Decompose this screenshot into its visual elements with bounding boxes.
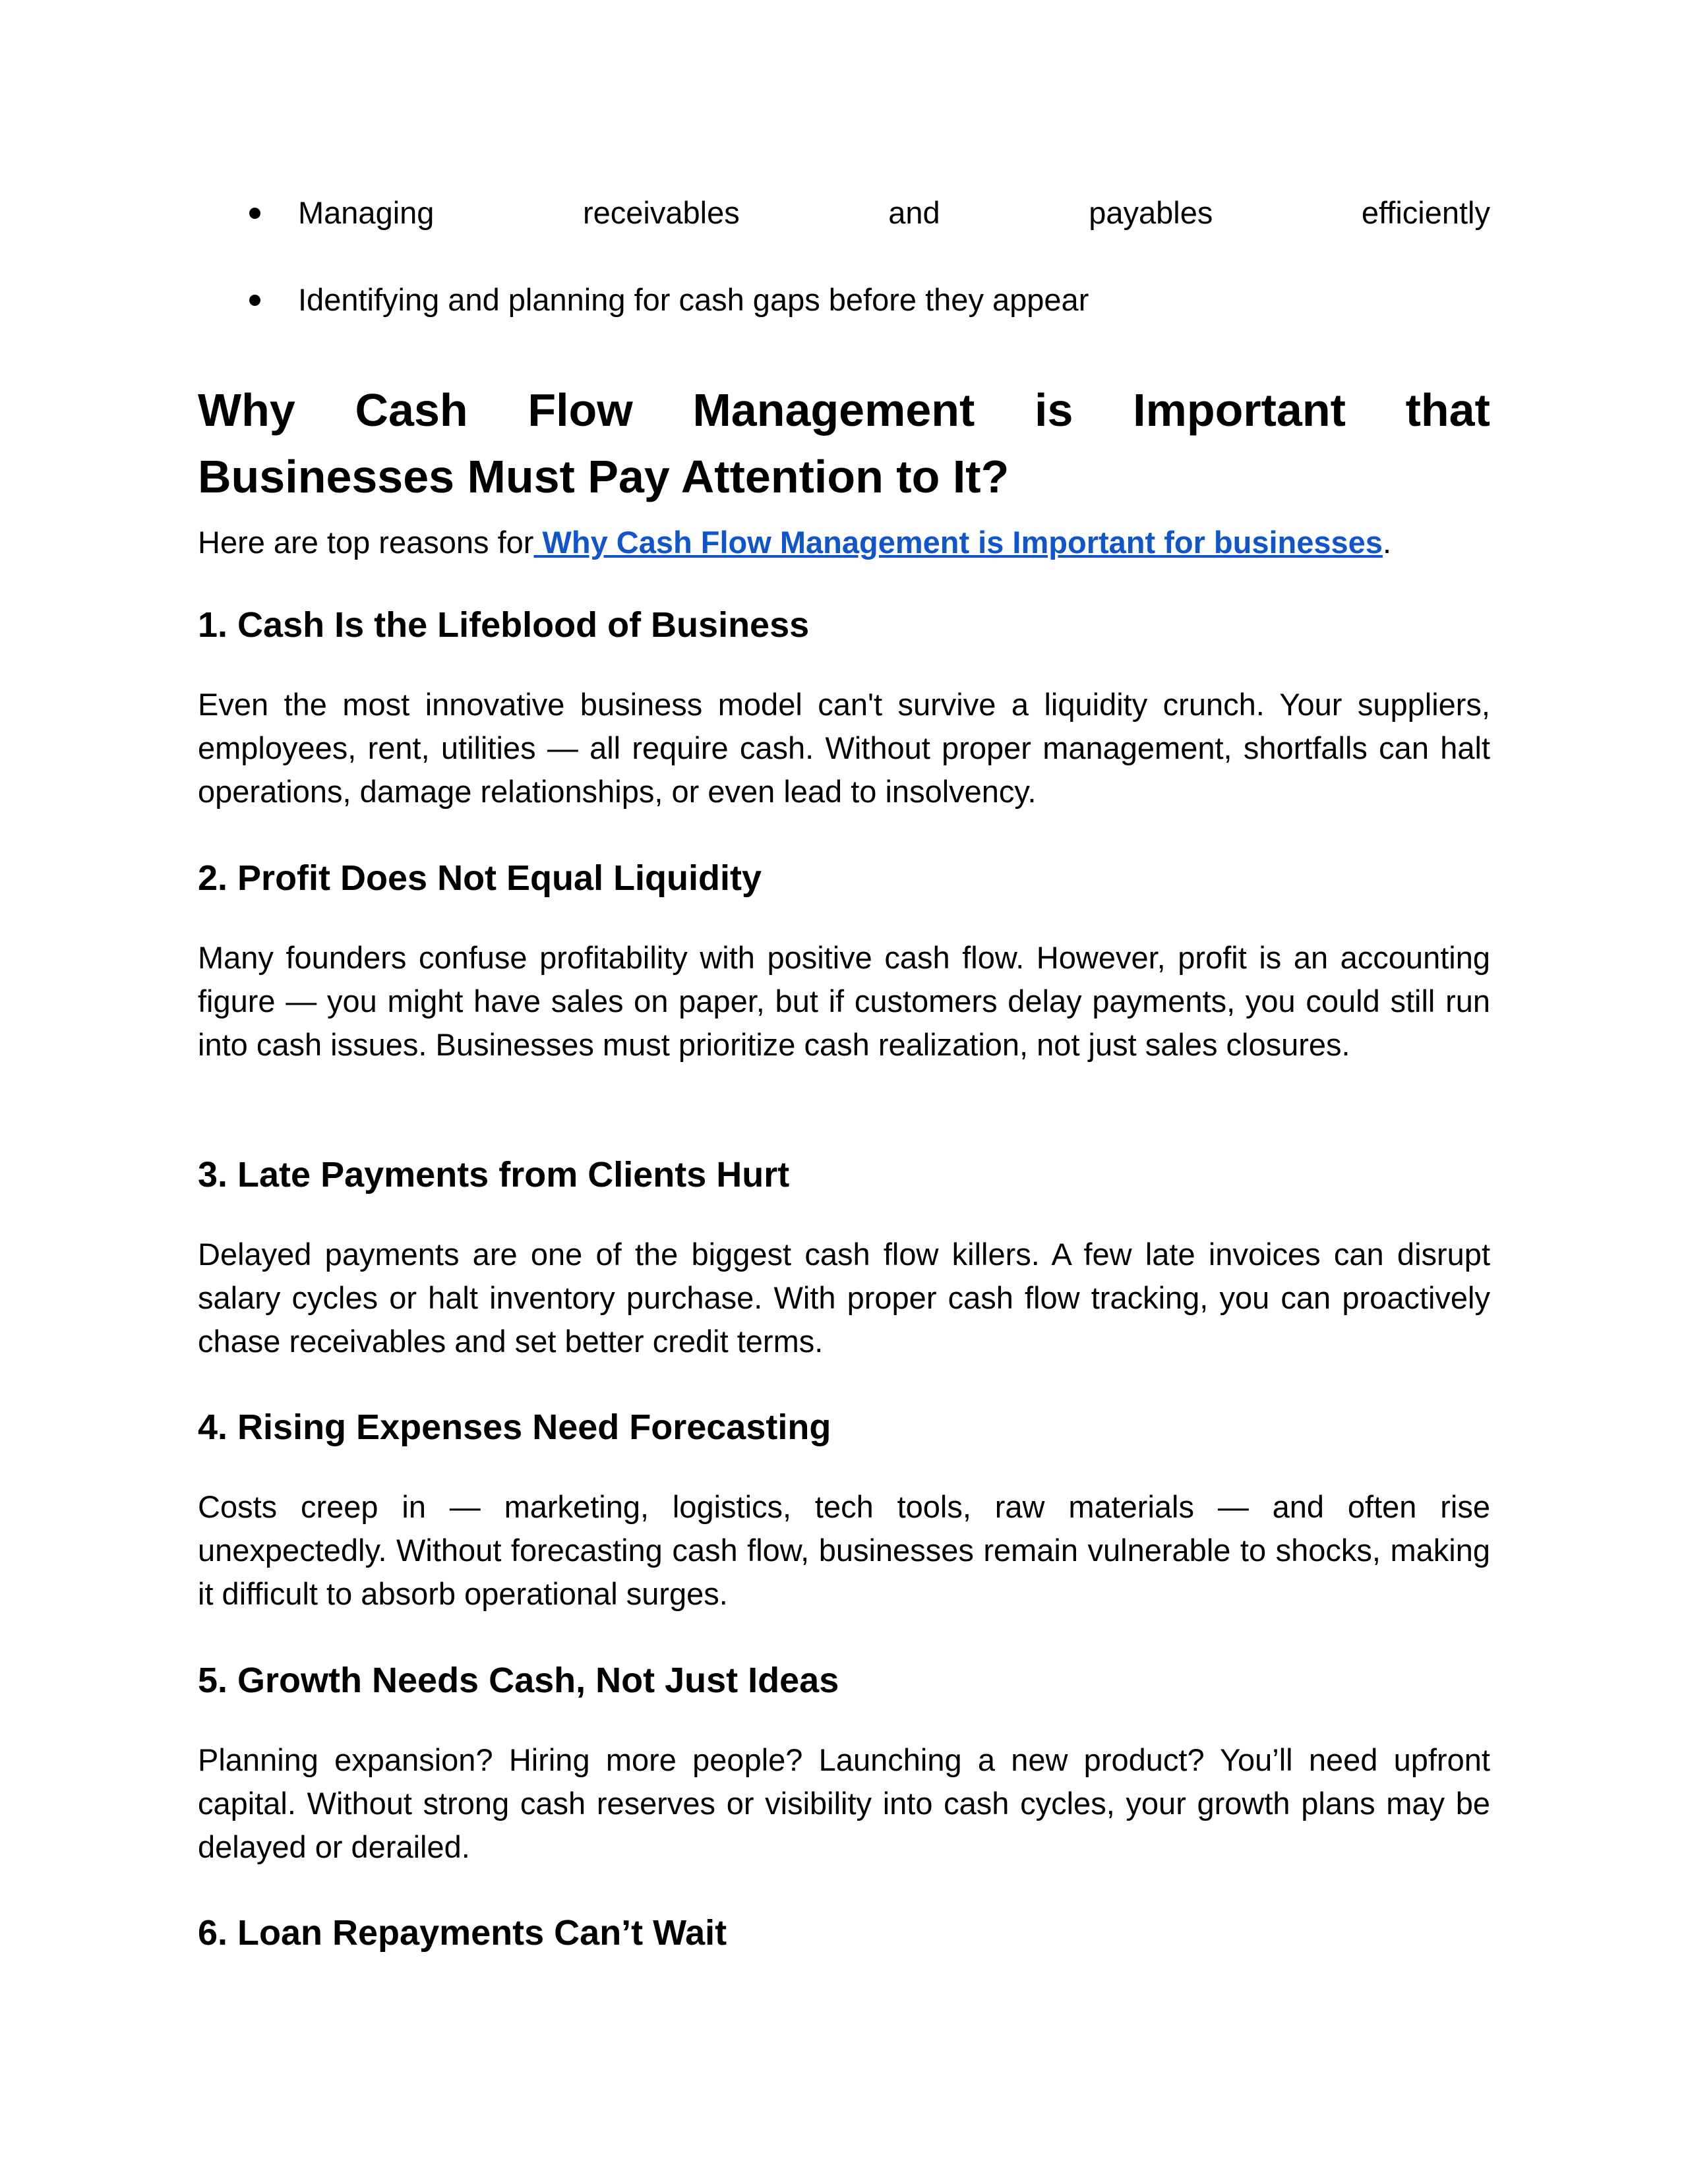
reason-heading: 6. Loan Repayments Can’t Wait [198, 1913, 727, 1953]
bullet-word: efficiently [1361, 195, 1490, 230]
reason-heading: 5. Growth Needs Cash, Not Just Ideas [198, 1661, 839, 1700]
reason-body: Planning expansion? Hiring more people? Launching a new product? You’ll need upfront capital. Without strong cash reserves or visibility into cash cycles, your growth plans may be delayed or derailed. [198, 1742, 1490, 1864]
intro-paragraph [198, 521, 1490, 564]
reason-body: Even the most innovative business model can't survive a liquidity crunch. Your suppliers, employees, rent, utilities — all require cash. Without proper management, shortfalls can halt operations, damage relationships, or even lead to insolvency. [198, 687, 1490, 809]
article-link[interactable]: Why Cash Flow Management is Important for businesses [533, 525, 1383, 560]
intro-suffix: . [1382, 525, 1391, 560]
bullet-item [198, 191, 1490, 235]
reason-body: Many founders confuse profitability with positive cash flow. However, profit is an accounting figure — you might have sales on paper, but if customers delay payments, you could still run into cash issues. Businesses must prioritize cash realization, not just sales closures. [198, 940, 1490, 1062]
reason-section [198, 1150, 1490, 1363]
reason-body: Costs creep in — marketing, logistics, tech tools, raw materials — and often rise unexpectedly. Without forecasting cash flow, businesses remain vulnerable to shocks, making it difficult to absorb operational surges. [198, 1489, 1490, 1611]
bullet-word: receivables [582, 195, 740, 230]
reason-body: Delayed payments are one of the biggest cash flow killers. A few late invoices can disrupt salary cycles or halt inventory purchase. With proper cash flow tracking, you can proactively chase receivables and set better credit terms. [198, 1237, 1490, 1359]
bullet-text [298, 191, 1490, 235]
reason-section [198, 1655, 1490, 1869]
heading-line: Businesses Must Pay Attention to It? [198, 451, 1010, 502]
bullet-text: Identifying and planning for cash gaps before they appear [298, 282, 1089, 317]
bullet-item [198, 278, 1490, 322]
intro-text: Here are top reasons for [198, 525, 534, 560]
bullet-word: Managing [298, 195, 435, 230]
bullet-dot-icon [249, 208, 260, 219]
bullet-dot-icon [249, 295, 260, 306]
bullet-word: payables [1089, 195, 1213, 230]
section-heading [198, 377, 1490, 510]
reason-section [198, 853, 1490, 1067]
heading-line: Why Cash Flow Management is Important that [198, 384, 1490, 436]
reason-section [198, 1402, 1490, 1616]
reason-heading: 1. Cash Is the Lifeblood of Business [198, 605, 810, 645]
reason-section [198, 600, 1490, 813]
bullet-list [198, 191, 1490, 365]
reason-heading: 2. Profit Does Not Equal Liquidity [198, 858, 762, 898]
reason-heading: 4. Rising Expenses Need Forecasting [198, 1407, 831, 1447]
reason-heading: 3. Late Payments from Clients Hurt [198, 1155, 790, 1195]
bullet-word: and [888, 195, 940, 230]
reason-section [198, 1908, 1490, 1958]
